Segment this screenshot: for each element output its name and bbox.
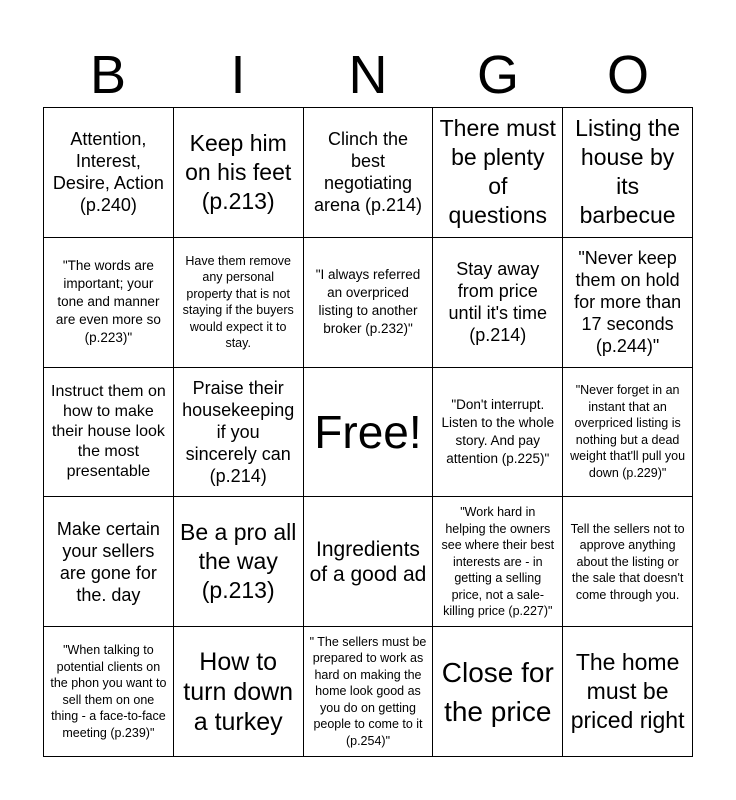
cell-text: There must be plenty of questions (439, 115, 556, 229)
cell-text: Tell the sellers not to approve anything about the listing or the sale that doesn't come through you. (570, 521, 685, 602)
bingo-cell[interactable] (433, 497, 563, 627)
header-letter-g: G (476, 45, 519, 105)
bingo-cell[interactable] (174, 238, 304, 368)
header-letter-n: N (348, 45, 388, 105)
cell-text: Stay away from price until it's time (p.214) (448, 259, 548, 346)
bingo-cell[interactable] (174, 368, 304, 498)
cell-text: Have them remove any personal property that is not staying if the buyers would expect it to stay. (182, 253, 294, 351)
cell-text: "Never keep them on hold for more than 17 seconds (p.244)" (574, 248, 682, 357)
bingo-cell[interactable] (44, 627, 174, 757)
cell-text: "The words are important; your tone and manner are even more so (p.223)" (55, 258, 161, 346)
bingo-cell[interactable] (563, 368, 693, 498)
cell-text: "Never forget in an instant that an overpriced listing is nothing but a dead weight that'll pull you down (p.229)" (570, 383, 686, 480)
bingo-cell[interactable] (304, 108, 434, 238)
bingo-cell[interactable] (563, 108, 693, 238)
bingo-cell[interactable] (174, 627, 304, 757)
cell-text: Praise their housekeeping if you sincerely can (p.214) (182, 377, 295, 486)
cell-text: Close for the price (441, 656, 554, 727)
bingo-cell[interactable] (433, 108, 563, 238)
cell-text: "Work hard in helping the owners see where their best interests are - in getting a selling price, not a sale-killing price (p.227)" (441, 505, 555, 619)
cell-text: Attention, Interest, Desire, Action (p.240) (52, 129, 164, 216)
bingo-cell[interactable] (174, 497, 304, 627)
bingo-cell[interactable] (433, 238, 563, 368)
bingo-cell[interactable] (304, 627, 434, 757)
cell-text: "When talking to potential clients on the phon you want to sell them on one thing - a face-to-face meeting (p.239)" (50, 643, 167, 740)
cell-text: " The sellers must be prepared to work as hard on making the home look good as you do on getting people to come to it (p.254)" (309, 634, 427, 748)
cell-text: Instruct them on how to make their house look the most presentable (51, 382, 166, 480)
cell-text: How to turn down a turkey (183, 647, 294, 736)
cell-text: The home must be priced right (570, 649, 685, 734)
bingo-cell[interactable] (563, 497, 693, 627)
cell-text: Be a pro all the way (p.213) (180, 519, 297, 604)
cell-text: Clinch the best negotiating arena (p.214) (313, 129, 423, 216)
bingo-cell[interactable] (174, 108, 304, 238)
bingo-card-grid (43, 107, 693, 757)
free-space-text: Free! (314, 405, 422, 458)
bingo-cell[interactable] (44, 108, 174, 238)
bingo-cell[interactable] (433, 368, 563, 498)
bingo-cell[interactable] (433, 627, 563, 757)
bingo-cell[interactable] (563, 238, 693, 368)
bingo-cell[interactable] (563, 627, 693, 757)
cell-text: Listing the house by its barbecue (575, 115, 681, 229)
cell-text: "Don't interrupt. Listen to the whole story. And pay attention (p.225)" (441, 396, 555, 466)
cell-text: "I always referred an overpriced listing to another broker (p.232)" (315, 267, 421, 337)
bingo-cell[interactable] (304, 238, 434, 368)
bingo-cell[interactable] (44, 238, 174, 368)
header-letter-i: I (230, 45, 246, 105)
header-letter-b: B (89, 45, 127, 105)
cell-text: Keep him on his feet (p.213) (185, 129, 292, 214)
bingo-header (43, 40, 693, 110)
free-space-cell[interactable] (304, 368, 434, 498)
bingo-cell[interactable] (44, 368, 174, 498)
bingo-cell[interactable] (304, 497, 434, 627)
cell-text: Make certain your sellers are gone for the. day (56, 518, 160, 605)
cell-text: Ingredients of a good ad (309, 537, 427, 586)
header-letter-o: O (606, 45, 649, 105)
bingo-cell[interactable] (44, 497, 174, 627)
